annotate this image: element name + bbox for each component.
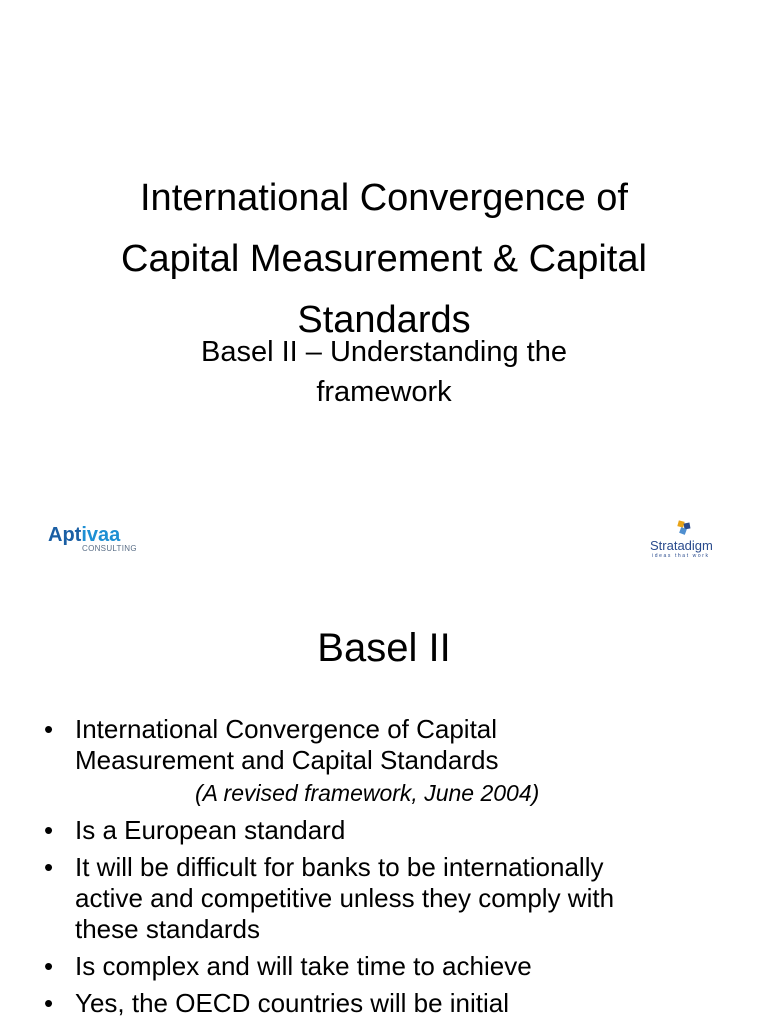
bullet-item: [44, 815, 734, 846]
bullet-line: Is complex and will take time to achieve: [75, 951, 532, 981]
stratadigm-wordmark: Stratadigm: [650, 538, 713, 553]
aptivaa-sub: CONSULTING: [82, 544, 137, 553]
stratadigm-logo: [646, 518, 726, 562]
bullet-dot: •: [44, 852, 54, 882]
slide-title: [40, 168, 728, 351]
title-line: Capital Measurement & Capital: [121, 238, 647, 280]
bullet-line: Measurement and Capital Standards: [75, 745, 499, 775]
slide2-title: Basel II: [317, 626, 451, 670]
bullet-dot: •: [44, 951, 54, 981]
slide-subtitle: [120, 332, 648, 412]
stratadigm-mark-icon: [676, 520, 692, 536]
bullet-line: Yes, the OECD countries will be initial: [75, 988, 510, 1018]
bullet-note: (A revised framework, June 2004): [195, 780, 540, 806]
bullet-dot: •: [44, 988, 54, 1018]
bullet-item: [44, 714, 734, 809]
slide-divider: [0, 576, 768, 577]
bullet-line: Is a European standard: [75, 815, 346, 845]
title-line: Standards: [297, 299, 471, 341]
bullet-line: active and competitive unless they comply with: [75, 883, 615, 913]
bullet-dot: •: [44, 815, 54, 845]
aptivaa-word-main: Apt: [48, 524, 82, 546]
bullet-line: International Convergence of Capital: [75, 714, 498, 744]
bullet-line: these standards: [75, 914, 261, 944]
bullet-item: [44, 951, 734, 982]
title-line: International Convergence of: [140, 177, 628, 219]
bullet-list: [44, 714, 734, 1025]
bullet-dot: •: [44, 714, 54, 744]
stratadigm-tagline: ideas that work: [652, 553, 710, 559]
aptivaa-logo: [48, 524, 138, 558]
subtitle-line: Basel II – Understanding the: [201, 336, 567, 368]
subtitle-line: framework: [316, 376, 452, 408]
bullet-line: It will be difficult for banks to be internationally: [75, 852, 604, 882]
bullet-item: [44, 852, 734, 945]
aptivaa-word-accent: ivaa: [81, 524, 121, 546]
bullet-item: [44, 988, 734, 1019]
